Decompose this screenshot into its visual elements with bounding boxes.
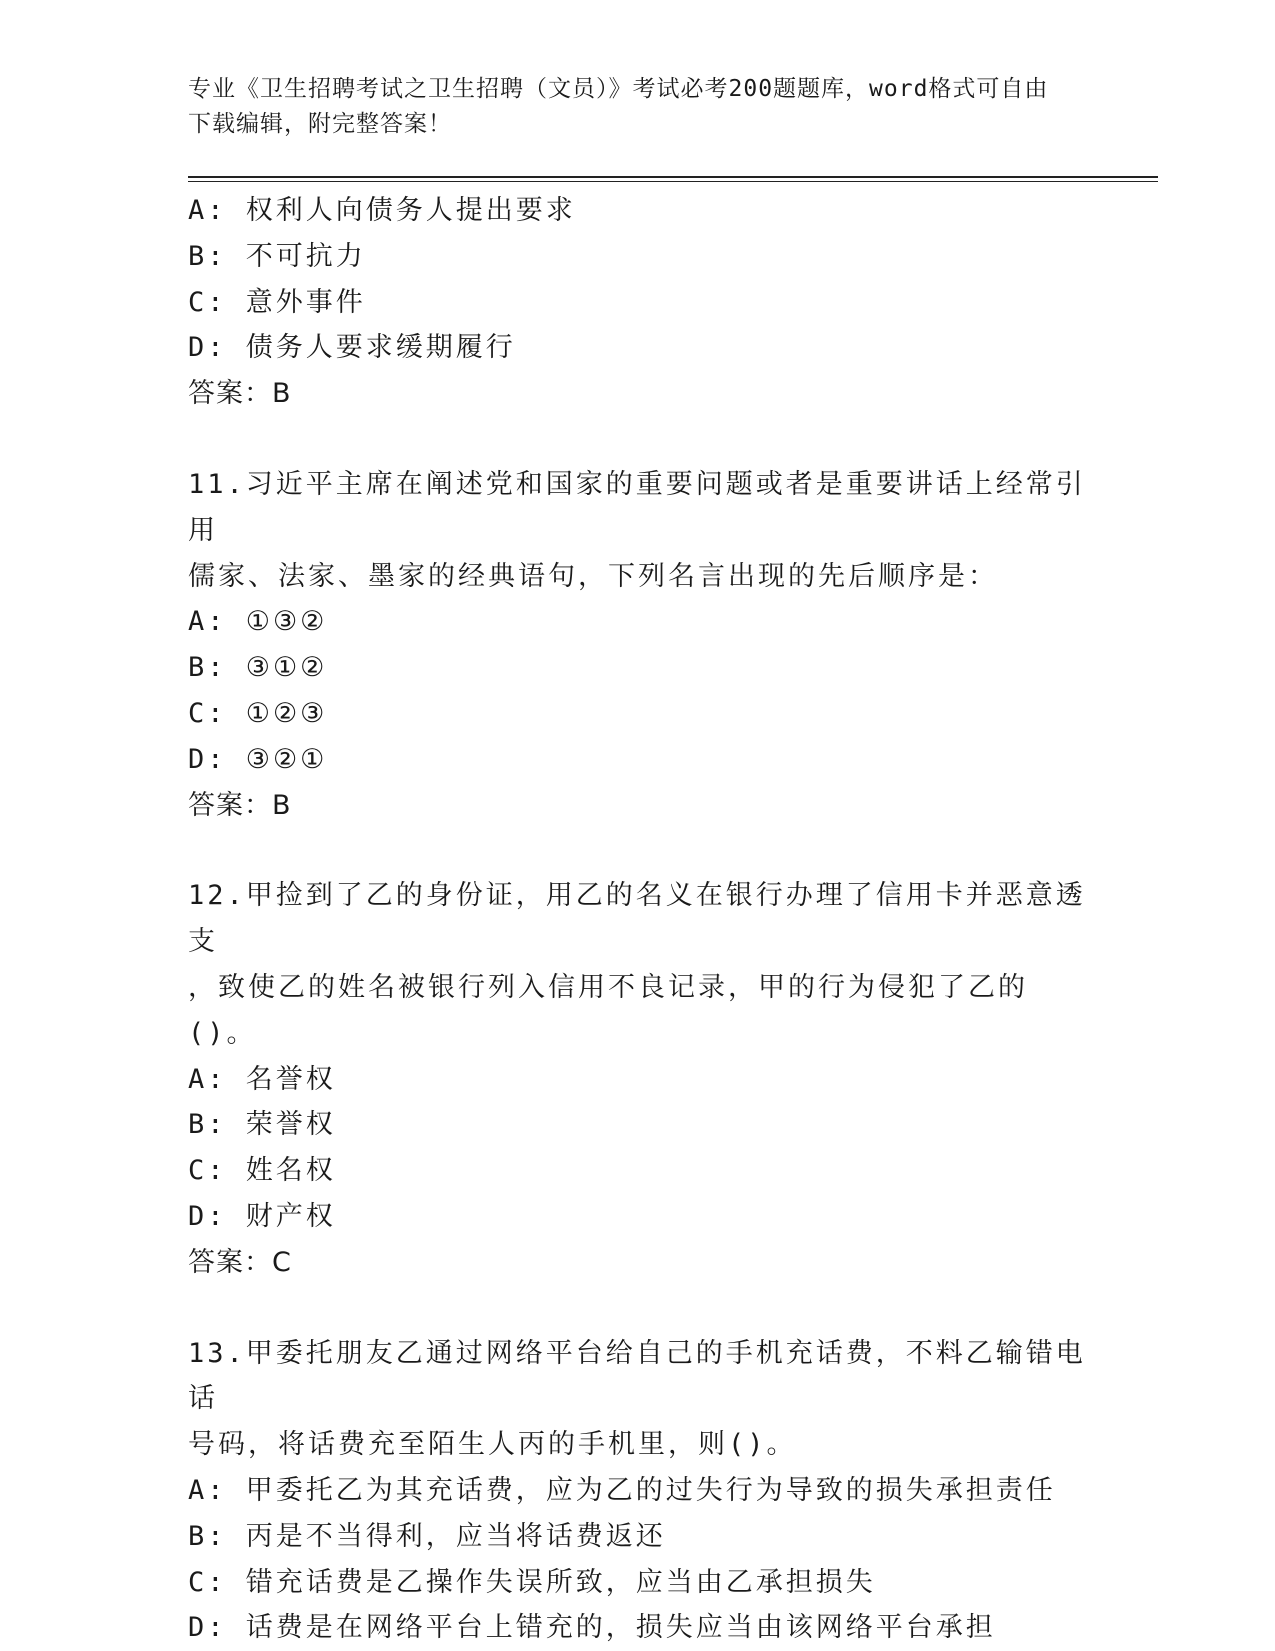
option-c: C: 错充话费是乙操作失误所致，应当由乙承担损失	[188, 1566, 876, 1598]
option-c: C: ①②③	[188, 697, 328, 729]
option-b: B: 丙是不当得利，应当将话费返还	[188, 1520, 666, 1552]
question-stem-line: 13.甲委托朋友乙通过网络平台给自己的手机充话费，不料乙输错电话	[188, 1337, 1086, 1415]
question-stem-line: 11.习近平主席在阐述党和国家的重要问题或者是重要讲话上经常引用	[188, 468, 1086, 546]
option-d: D: 财产权	[188, 1200, 336, 1232]
question-12	[188, 873, 1088, 1285]
question-spacer	[188, 417, 1088, 462]
question-10-continuation	[188, 188, 1088, 417]
answer-line: 答案：B	[188, 789, 292, 821]
question-stem-line: 儒家、法家、墨家的经典语句，下列名言出现的先后顺序是：	[188, 560, 998, 592]
question-list	[188, 188, 1088, 1651]
option-d: D: 债务人要求缓期履行	[188, 332, 516, 364]
option-a: A: ①③②	[188, 606, 328, 638]
option-a: A: 名誉权	[188, 1063, 336, 1095]
option-b: B: ③①②	[188, 652, 328, 684]
answer-line: 答案：C	[188, 1246, 292, 1278]
question-stem-line: 12.甲捡到了乙的身份证，用乙的名义在银行办理了信用卡并恶意透支	[188, 880, 1086, 958]
question-spacer	[188, 1286, 1088, 1331]
header-divider	[188, 176, 1158, 182]
option-c: C: 意外事件	[188, 286, 366, 318]
option-c: C: 姓名权	[188, 1155, 336, 1187]
option-b: B: 荣誉权	[188, 1109, 336, 1141]
option-b: B: 不可抗力	[188, 240, 366, 272]
option-d: D: ③②①	[188, 743, 328, 775]
question-stem-line: ，致使乙的姓名被银行列入信用不良记录，甲的行为侵犯了乙的()。	[188, 971, 1028, 1049]
question-stem-line: 号码，将话费充至陌生人丙的手机里，则()。	[188, 1429, 797, 1461]
answer-line: 答案：B	[188, 378, 292, 410]
document-header: 专业《卫生招聘考试之卫生招聘（文员）》考试必考200题题库，word格式可自由下载编辑，附完整答案！	[188, 76, 1049, 137]
question-13	[188, 1331, 1088, 1651]
question-spacer	[188, 828, 1088, 873]
option-d: D: 话费是在网络平台上错充的，损失应当由该网络平台承担	[188, 1612, 996, 1644]
option-a: A: 甲委托乙为其充话费，应为乙的过失行为导致的损失承担责任	[188, 1474, 1056, 1506]
question-11	[188, 462, 1088, 828]
option-a: A: 权利人向债务人提出要求	[188, 195, 576, 226]
